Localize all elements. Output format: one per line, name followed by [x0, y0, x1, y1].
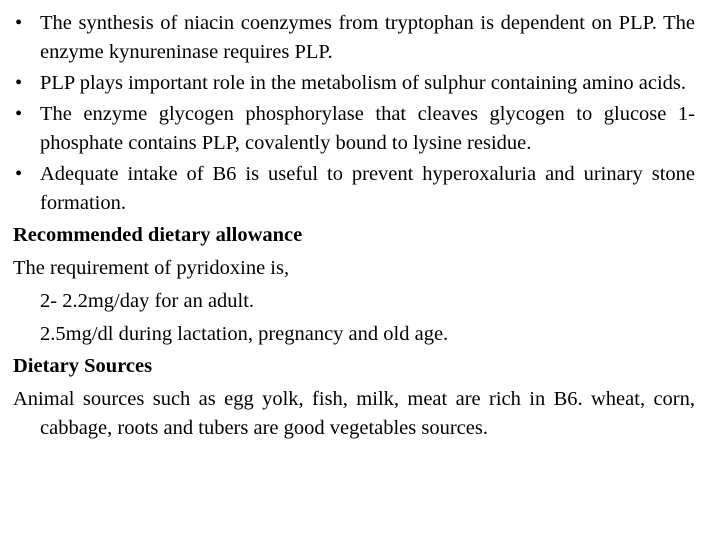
bullet-glycogen-phosphorylase [13, 100, 695, 158]
bullet-text: The synthesis of niacin coenzymes from tryptophan is dependent on PLP. The enzyme kynureninase requires PLP. [40, 12, 695, 63]
bullet-niacin-synthesis [13, 9, 695, 67]
rda-lactation-requirement: 2.5mg/dl during lactation, pregnancy and old age. [40, 323, 449, 345]
bullet-marker: • [15, 103, 23, 125]
slide-content [13, 9, 695, 443]
bullet-text: Adequate intake of B6 is useful to prevent hyperoxaluria and urinary stone formation. [40, 163, 695, 214]
bullet-text: The enzyme glycogen phosphorylase that cleaves glycogen to glucose 1-phosphate contains PLP, covalently bound to lysine residue. [40, 103, 695, 154]
rda-heading: Recommended dietary allowance [13, 224, 303, 246]
sources-text: Animal sources such as egg yolk, fish, milk, meat are rich in B6. wheat, corn, cabbage, roots and tubers are good vegetables sources. [13, 388, 695, 439]
sources-heading: Dietary Sources [13, 355, 153, 377]
rda-adult-requirement: 2- 2.2mg/day for an adult. [40, 290, 255, 312]
rda-intro: The requirement of pyridoxine is, [13, 257, 290, 279]
bullet-text: PLP plays important role in the metabolism of sulphur containing amino acids. [40, 72, 687, 94]
bullet-sulphur-metabolism [13, 69, 695, 98]
bullet-marker: • [15, 12, 23, 34]
bullet-marker: • [15, 163, 23, 185]
bullet-list [13, 9, 695, 218]
bullet-hyperoxaluria [13, 160, 695, 218]
bullet-marker: • [15, 72, 23, 94]
